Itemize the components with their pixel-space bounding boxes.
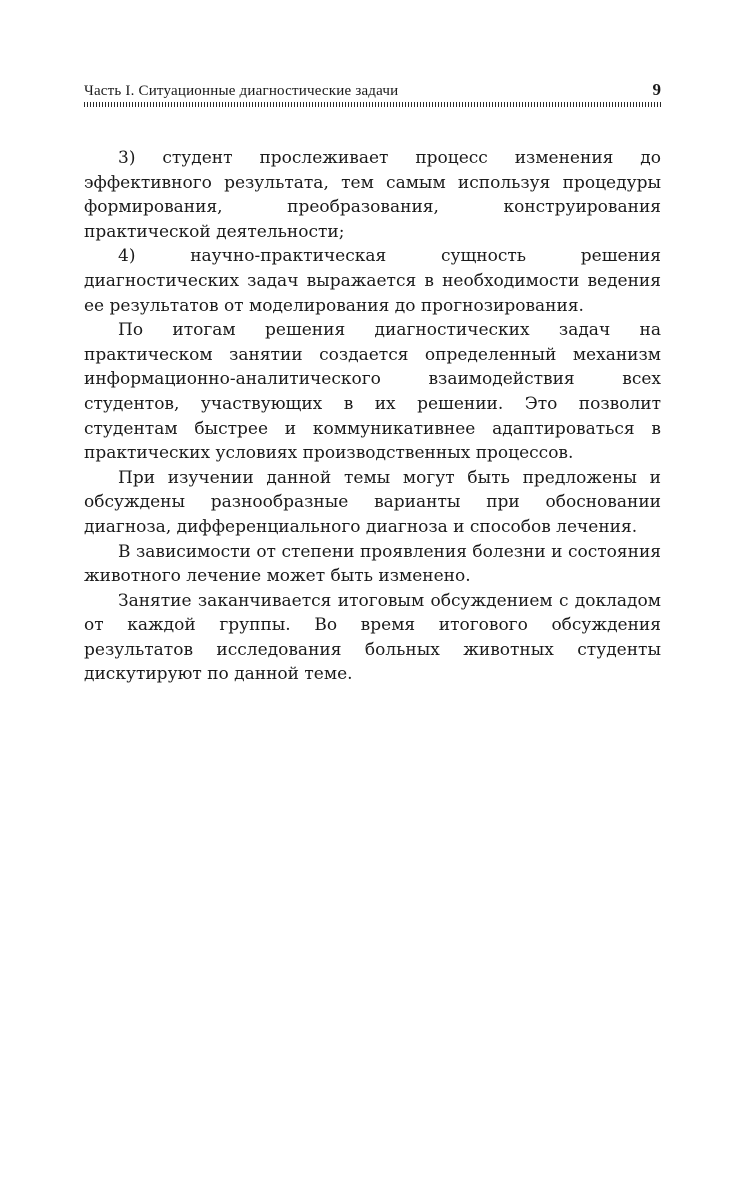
running-header: [84, 80, 661, 102]
paragraph: При изучении данной темы могут быть предложены и обсуждены разнообразные варианты при обосновании диагноза, дифференциального диагноза и способов лечения.: [84, 467, 661, 537]
body-text: [84, 146, 661, 687]
paragraph: 3) студент прослеживает процесс изменения до эффективного результата, тем самым используя процедуры формирования, преобразования, конструирования практической деятельности;: [84, 148, 661, 242]
header-rule: [84, 102, 661, 107]
paragraph: Занятие заканчивается итоговым обсуждением с докладом от каждой группы. Во время итогового обсуждения результатов исследования больных животных студенты дискутируют по данной теме.: [84, 590, 661, 685]
running-header-title: Часть I. Ситуационные диагностические задачи: [84, 83, 399, 99]
paragraph: В зависимости от степени проявления болезни и состояния животного лечение может быть изменено.: [84, 541, 661, 587]
page-number: 9: [652, 80, 661, 99]
paragraph: 4) научно-практическая сущность решения диагностических задач выражается в необходимости ведения ее результатов от моделирования до прогнозирования.: [84, 246, 661, 316]
paragraph: По итогам решения диагностических задач на практическом занятии создается определенный механизм информационно-аналитического взаимодействия всех студентов, участвующих в их решении. Это позволит студентам быстрее и коммуникативнее адаптироваться в практических условиях производственных процессов.: [84, 320, 661, 464]
